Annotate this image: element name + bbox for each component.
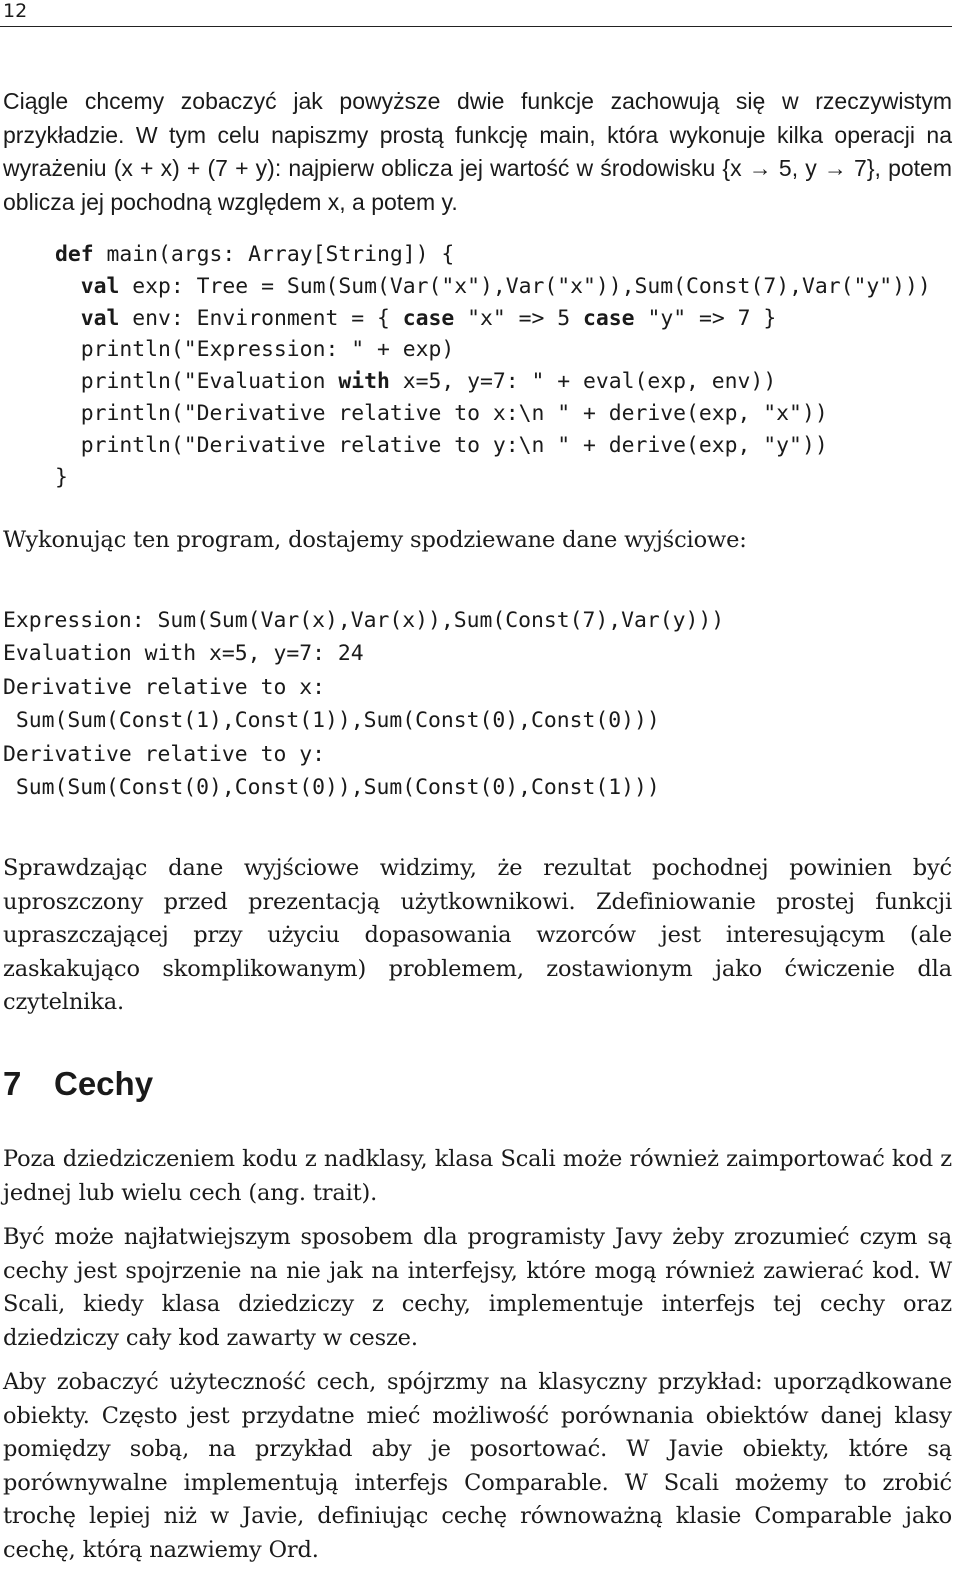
page-header [0, 0, 952, 27]
section-number: 7 [3, 1065, 22, 1102]
analysis-paragraph: Sprawdzając dane wyjściowe widzimy, że rezultat pochodnej powinien być uproszczony przed prezentacją użytkownikowi. Zdefiniowanie prostej funkcji upraszczającej przy użyciu dopasowania wzorców jest interesującym (ale zaskakująco skomplikowanym) problemem, zostawionym jako ćwiczenie dla czytelnika. [3, 855, 952, 1015]
output-line: Sum(Sum(Const(0),Const(0)),Sum(Const(0),Const(1))) [3, 774, 660, 800]
traits-paragraph-2: Być może najłatwiejszym sposobem dla programisty Javy żeby zrozumieć czym są cechy jest spojrzenie na nie jak na interfejsy, które mogą również zawierać kod. W Scali, kiedy klasa dziedziczy z cechy, implementuje interfejs tej cechy oraz dziedziczy cały kod zawarty w cesze. [3, 1224, 952, 1351]
page-number: 12 [3, 0, 28, 22]
traits-paragraph-3: Aby zobaczyć użyteczność cech, spójrzmy na klasyczny przykład: uporządkowane obiekty. Często jest przydatne mieć możliwość porównania obiektów danej klasy pomiędzy sobą, na przykład aby je posortować. W Javie obiekty, które są porównywalne implementują interfejs Comparable. W Scali możemy to zrobić trochę lepiej niż w Javie, definiując cechę równoważną klasie Comparable jako cechę, którą nazwiemy Ord. [3, 1369, 952, 1563]
code-line: val env: Environment = { case "x" => 5 case "y" => 7 } [80, 305, 777, 331]
output-line: Derivative relative to x: [3, 674, 325, 700]
output-line: Expression: Sum(Sum(Var(x),Var(x)),Sum(Const(7),Var(y))) [3, 608, 725, 633]
code-line: val exp: Tree = Sum(Sum(Var("x"),Var("x")),Sum(Const(7),Var("y"))) [80, 273, 931, 299]
output-line: Derivative relative to y: [3, 741, 325, 767]
code-line: println("Derivative relative to y:\n " + derive(exp, "y")) [55, 432, 828, 458]
code-line: def main(args: Array[String]) { [55, 242, 455, 267]
code-listing [55, 239, 955, 493]
output-line: Sum(Sum(Const(1),Const(1)),Sum(Const(0),Const(0))) [3, 708, 660, 734]
code-line: println("Evaluation with x=5, y=7: " + eval(exp, env)) [55, 369, 777, 395]
section-title: Cechy [54, 1065, 154, 1102]
traits-paragraph-1: Poza dziedziczeniem kodu z nadklasy, klasa Scali może również zaimportować kod z jednej lub wielu cech (ang. trait). [3, 1146, 952, 1206]
intro-paragraph: Ciągle chcemy zobaczyć jak powyższe dwie funkcje zachowują się w rzeczywistym przykładzie. W tym celu napiszmy prostą funkcję main, która wykonuje kilka operacji na wyrażeniu (x + x) + (7 + y): najpierw oblicza jej wartość w środowisku {x → 5, y → 7}, potem oblicza jej pochodną względem x, a potem y. [3, 88, 952, 215]
code-line: println("Expression: " + exp) [55, 337, 455, 363]
program-output [3, 604, 953, 804]
code-line: println("Derivative relative to x:\n " + derive(exp, "x")) [55, 400, 828, 426]
code-line: } [55, 464, 68, 490]
output-intro: Wykonując ten program, dostajemy spodziewane dane wyjściowe: [3, 527, 747, 553]
section-heading [3, 1064, 153, 1104]
output-line: Evaluation with x=5, y=7: 24 [3, 641, 364, 667]
